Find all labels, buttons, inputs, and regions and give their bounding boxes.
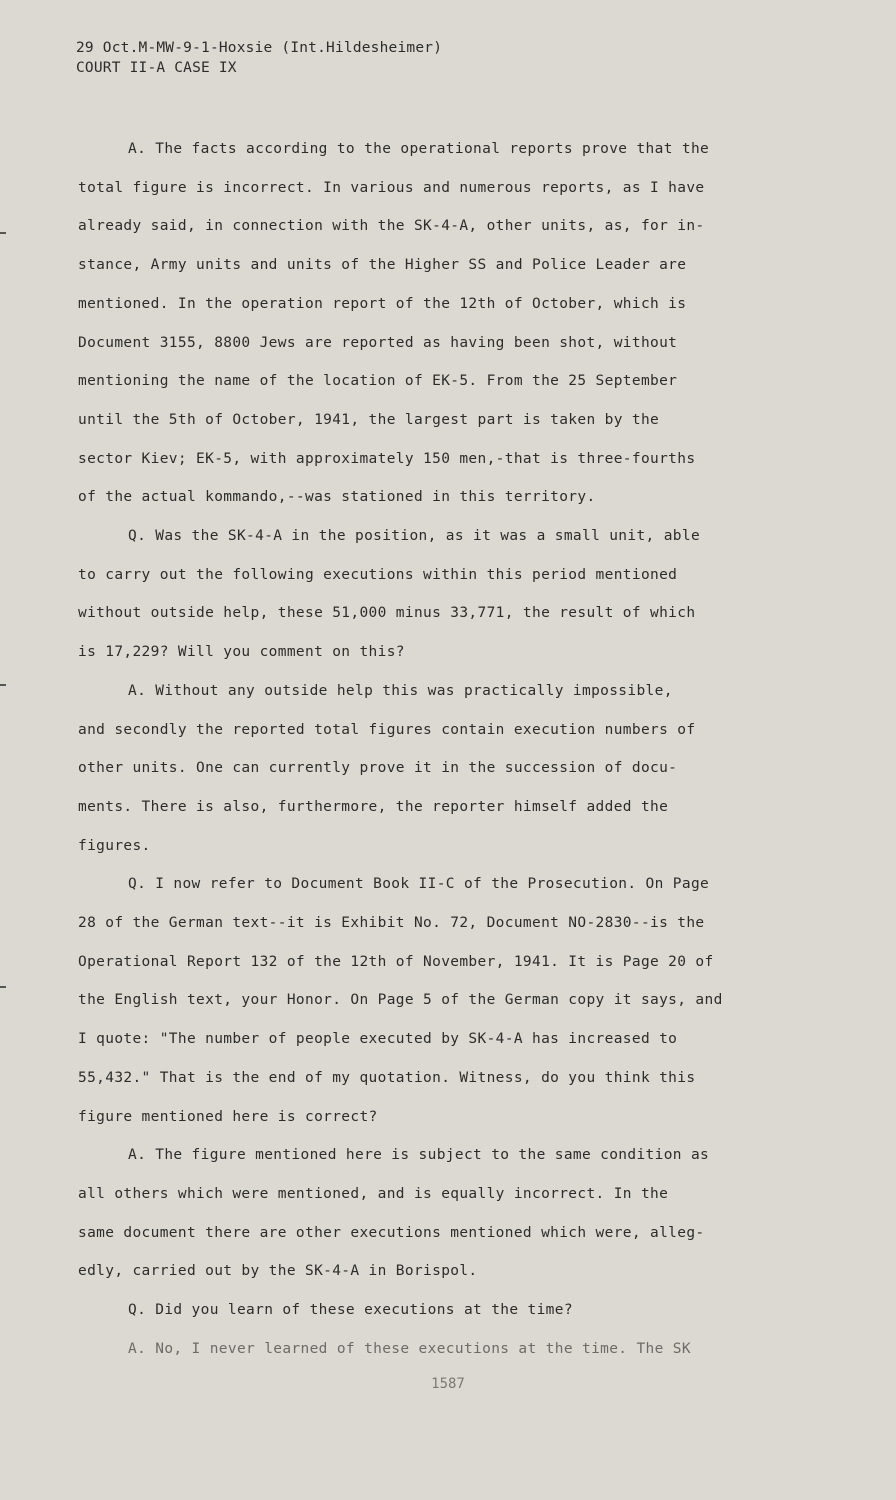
paragraph-line: mentioned. In the operation report of the 12th of October, which is [78,295,687,312]
header-line-date-reporter: 29 Oct.M-MW-9-1-Hoxsie (Int.Hildesheimer) [76,40,443,56]
paragraph-line: already said, in connection with the SK-4-A, other units, as, for in- [78,218,705,235]
paragraph-line: all others which were mentioned, and is equally incorrect. In the [78,1185,669,1202]
paragraph-line: to carry out the following executions within this period mentioned [78,566,678,583]
paragraph-line: is 17,229? Will you comment on this? [78,644,405,661]
paragraph-line: without outside help, these 51,000 minus 33,771, the result of which [78,605,696,622]
paragraph-first-line: A. The figure mentioned here is subject to the same condition as [128,1147,710,1164]
paragraph-line: of the actual kommando,--was stationed in this territory. [78,489,596,506]
margin-mark [0,986,6,988]
margin-mark [0,684,6,686]
paragraph-line: the English text, your Honor. On Page 5 of the German copy it says, and [78,992,723,1009]
paragraph-line: stance, Army units and units of the Higher SS and Police Leader are [78,257,687,274]
paragraph-line: same document there are other executions mentioned which were, alleg- [78,1224,705,1241]
paragraph-line: 28 of the German text--it is Exhibit No. 72, Document NO-2830--is the [78,915,705,932]
paragraph-line: total figure is incorrect. In various and numerous reports, as I have [78,179,705,196]
paragraph-line: Operational Report 132 of the 12th of November, 1941. It is Page 20 of [78,953,714,970]
paragraph-line: and secondly the reported total figures contain execution numbers of [78,721,696,738]
paragraph-line: ments. There is also, furthermore, the reporter himself added the [78,798,669,815]
transcript-header [76,38,442,78]
margin-mark [0,232,6,234]
paragraph-line: figure mentioned here is correct? [78,1108,378,1125]
paragraph-line: other units. One can currently prove it in the succession of docu- [78,760,678,777]
paragraph-first-line: A. Without any outside help this was practically impossible, [128,682,673,699]
paragraph-first-line: A. No, I never learned of these executions at the time. The SK [128,1340,691,1357]
paragraph-line: edly, carried out by the SK-4-A in Borispol. [78,1263,478,1280]
page-number: 1587 [431,1376,465,1392]
paragraph-line: Document 3155, 8800 Jews are reported as having been shot, without [78,334,678,351]
paragraph-first-line: A. The facts according to the operational reports prove that the [128,141,710,157]
paragraph-line: I quote: "The number of people executed by SK-4-A has increased to [78,1031,678,1048]
transcript-body [78,130,788,1369]
paragraph-line: figures. [78,837,151,854]
paragraph-first-line: Q. I now refer to Document Book II-C of the Prosecution. On Page [128,876,710,893]
header-line-court-case: COURT II-A CASE IX [76,60,237,76]
paragraph-line: until the 5th of October, 1941, the largest part is taken by the [78,411,660,428]
paragraph-line: 55,432." That is the end of my quotation. Witness, do you think this [78,1069,696,1086]
paragraph-line: sector Kiev; EK-5, with approximately 150 men,-that is three-fourths [78,450,696,467]
paragraph-first-line: Q. Was the SK-4-A in the position, as it was a small unit, able [128,528,701,545]
paragraph-first-line: Q. Did you learn of these executions at the time? [128,1302,573,1319]
paragraph-line: mentioning the name of the location of EK-5. From the 25 September [78,373,678,390]
